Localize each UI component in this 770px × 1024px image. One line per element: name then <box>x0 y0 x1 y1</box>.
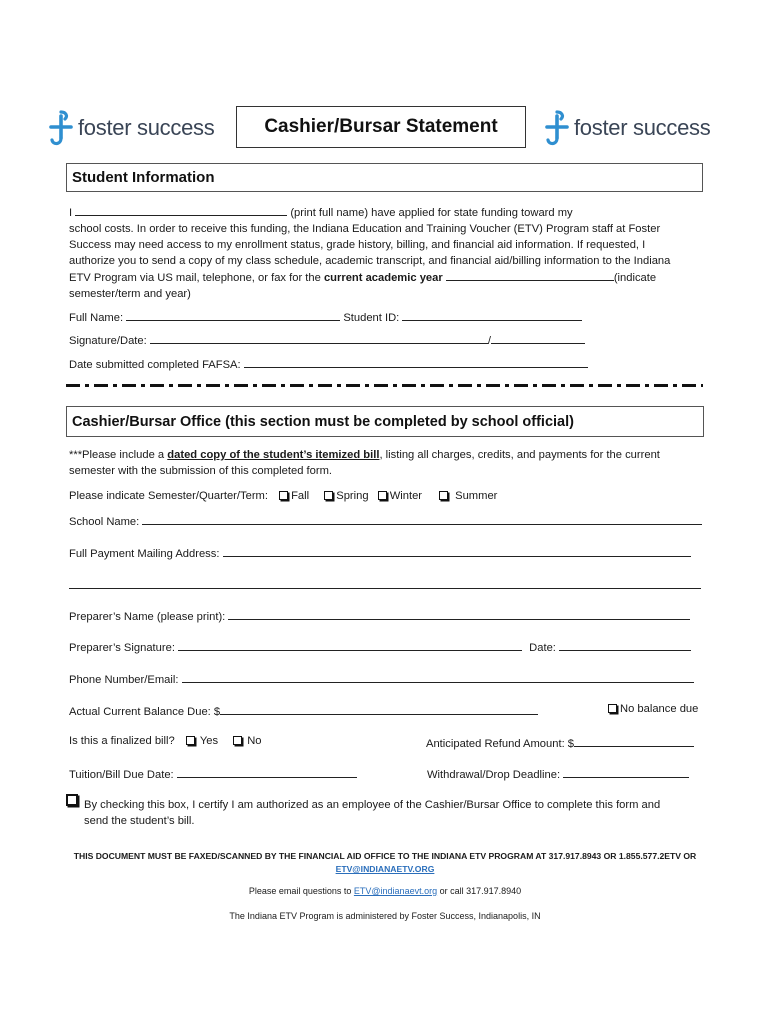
signature-field[interactable] <box>150 332 488 344</box>
questions-email-link[interactable]: ETV@indianaevt.org <box>353 886 438 896</box>
intro-line: school costs. In order to receive this funding, the Indiana Education and Training Voucher (ETV) Program staff at Foster <box>69 223 661 235</box>
certify-checkbox[interactable] <box>66 794 78 806</box>
note-start: ***Please include a <box>69 449 165 461</box>
refund-row <box>426 735 694 750</box>
full-name-label: Full Name: <box>69 312 124 324</box>
fafsa-row <box>69 356 588 371</box>
summer-label: Summer <box>455 490 498 502</box>
balance-due-label: Actual Current Balance Due: $ <box>69 706 221 718</box>
phone-email-label: Phone Number/Email: <box>69 674 179 686</box>
semester-term-year-field[interactable] <box>446 269 614 281</box>
mailing-address-field-line2[interactable] <box>69 588 701 589</box>
refund-field[interactable] <box>574 735 694 747</box>
foster-success-logo-right <box>544 108 710 148</box>
withdrawal-label: Withdrawal/Drop Deadline: <box>427 769 561 781</box>
preparer-name-row <box>69 608 690 623</box>
mailing-address-label: Full Payment Mailing Address: <box>69 548 220 560</box>
questions-phone: or call 317.917.8940 <box>439 886 522 896</box>
note-continue: , listing all charges, credits, and payments for the current <box>379 449 660 461</box>
finalized-yes-checkbox[interactable] <box>186 736 195 745</box>
itemized-bill-note <box>69 447 709 479</box>
signature-date-field[interactable] <box>491 332 585 344</box>
note-line2: semester with the submission of this completed form. <box>69 465 333 477</box>
fax-email-link[interactable]: ETV@INDIANAETV.ORG <box>335 864 435 874</box>
tuition-due-row <box>69 766 357 781</box>
signature-date-label: Signature/Date: <box>69 335 147 347</box>
school-name-label: School Name: <box>69 516 140 528</box>
summer-checkbox[interactable] <box>439 491 448 500</box>
cashier-office-heading: Cashier/Bursar Office (this section must be completed by school official) <box>66 406 704 437</box>
preparer-name-label: Preparer’s Name (please print): <box>69 611 226 623</box>
no-balance-checkbox[interactable] <box>608 704 617 713</box>
term-row <box>69 490 497 502</box>
intro-continue: (print full name) have applied for state funding toward my <box>290 207 573 219</box>
mailing-address-field[interactable] <box>223 545 691 557</box>
preparer-signature-row <box>69 639 691 654</box>
slash: / <box>487 335 491 347</box>
yes-label: Yes <box>199 735 219 747</box>
winter-label: Winter <box>389 490 423 502</box>
refund-label: Anticipated Refund Amount: $ <box>426 738 575 750</box>
tuition-due-field[interactable] <box>177 766 357 778</box>
cut-line-divider <box>66 384 703 387</box>
fax-instructions-text: THIS DOCUMENT MUST BE FAXED/SCANNED BY THE FINANCIAL AID OFFICE TO THE INDIANA ETV PROGRAM AT 317.917.8943 OR 1.855.577.2ETV OR <box>73 851 697 861</box>
date-label: Date: <box>529 642 556 654</box>
fax-instructions <box>60 850 710 876</box>
certify-line2: send the student’s bill. <box>84 815 195 827</box>
phone-email-row <box>69 671 694 686</box>
fall-checkbox[interactable] <box>279 491 288 500</box>
preparer-date-field[interactable] <box>559 639 691 651</box>
finalized-bill-label: Is this a finalized bill? <box>69 735 175 747</box>
preparer-signature-label: Preparer’s Signature: <box>69 642 175 654</box>
preparer-name-field[interactable] <box>228 608 690 620</box>
intro-line: authorize you to send a copy of my class schedule, academic transcript, and financial aid/billing information to the Indiana <box>69 255 671 267</box>
intro-line5-start: ETV Program via US mail, telephone, or fax for the <box>69 272 321 284</box>
student-authorization-paragraph <box>69 204 709 302</box>
student-information-heading: Student Information <box>66 163 703 192</box>
fall-label: Fall <box>291 490 310 502</box>
brand-name: foster success <box>574 115 711 140</box>
school-name-field[interactable] <box>142 513 702 525</box>
no-balance-label: No balance due <box>620 703 699 715</box>
no-label: No <box>247 735 262 747</box>
current-academic-year-label: current academic year <box>323 272 443 284</box>
foster-success-mark-icon <box>48 108 74 148</box>
foster-success-logo-left <box>48 108 214 148</box>
foster-success-mark-icon <box>544 108 570 148</box>
spring-label: Spring <box>336 490 369 502</box>
withdrawal-row <box>427 766 689 781</box>
administered-by-line: The Indiana ETV Program is administered by Foster Success, Indianapolis, IN <box>229 911 541 921</box>
preparer-signature-field[interactable] <box>178 639 522 651</box>
mailing-address-row <box>69 545 691 560</box>
no-balance-option <box>608 703 698 715</box>
intro-line: Success may need access to my enrollment status, grade history, billing, and financial aid information. If requested, I <box>69 239 646 251</box>
questions-line <box>60 886 710 896</box>
print-full-name-field[interactable] <box>75 204 287 216</box>
balance-due-field[interactable] <box>220 703 538 715</box>
certify-statement <box>84 797 709 829</box>
term-label: Please indicate Semester/Quarter/Term: <box>69 490 268 502</box>
full-name-field[interactable] <box>126 309 340 321</box>
student-id-label: Student ID: <box>343 312 400 324</box>
finalized-bill-row <box>69 735 262 747</box>
brand-name: foster success <box>78 115 215 140</box>
signature-date-row <box>69 332 585 347</box>
spring-checkbox[interactable] <box>324 491 333 500</box>
dated-copy-bill-text: dated copy of the student’s itemized bill <box>167 449 380 461</box>
tuition-due-label: Tuition/Bill Due Date: <box>69 769 174 781</box>
fafsa-date-field[interactable] <box>244 356 588 368</box>
fafsa-label: Date submitted completed FAFSA: <box>69 359 241 371</box>
questions-text: Please email questions to <box>248 886 352 896</box>
intro-start: I <box>69 207 73 219</box>
finalized-no-checkbox[interactable] <box>233 736 242 745</box>
school-name-row <box>69 513 702 528</box>
page-title: Cashier/Bursar Statement <box>236 106 526 148</box>
certify-line1: By checking this box, I certify I am authorized as an employee of the Cashier/Bursar Office to complete this form and <box>84 799 661 811</box>
balance-due-row <box>69 703 538 718</box>
withdrawal-field[interactable] <box>563 766 689 778</box>
intro-line5-end: (indicate <box>613 272 657 284</box>
intro-line: semester/term and year) <box>69 288 191 300</box>
phone-email-field[interactable] <box>182 671 694 683</box>
student-id-field[interactable] <box>402 309 582 321</box>
winter-checkbox[interactable] <box>378 491 387 500</box>
full-name-row <box>69 309 582 324</box>
